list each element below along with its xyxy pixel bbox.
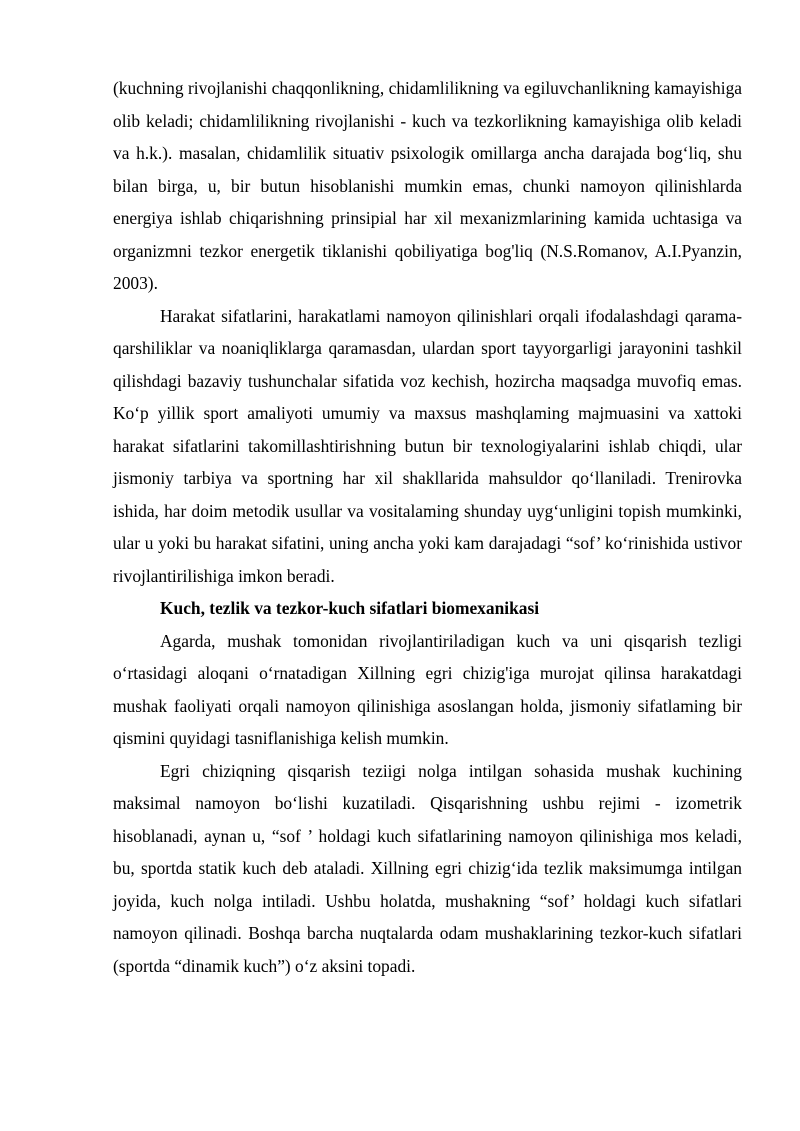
section-heading: Kuch, tezlik va tezkor-kuch sifatlari biomexanikasi [160, 598, 540, 618]
paragraph-3: Agarda, mushak tomonidan rivojlantiriladigan kuch va uni qisqarish tezligi o‘rtasidagi aloqani o‘rnatadigan Xillning egri chizig'iga murojat qilinsa harakatdagi mushak faoliyati orqali namoyon qilinishiga asoslangan holda, jismoniy sifatlaming bir qismini quyidagi tasniflanishiga kelish mumkin. [113, 630, 742, 748]
paragraph-1: (kuchning rivojlanishi chaqqonlikning, chidamlilikning va egiluvchanlikning kamayishiga olib keladi; chidamlilikning rivojlanishi - kuch va tezkorlikning kamayishiga olib keladi va h.k.). masalan, chidamlilik situativ psixologik omillarga ancha darajada bog‘liq, shu bilan birga, u, bir butun hisoblanishi mumkin emas, chunki namoyon qilinishlarda energiya ishlab chiqarishning prinsipial har xil mexanizmlarining kamida uchtasiga va organizmni tezkor energetik tiklanishi qobiliyatiga bog'liq (N.S.Romanov, A.I.Pyanzin, 2003). [113, 78, 742, 293]
paragraph-2: Harakat sifatlarini, harakatlami namoyon qilinishlari orqali ifodalashdagi qarama-qarshiliklar va noaniqliklarga qaramasdan, ulardan sport tayyorgarligi jarayonini tashkil qilishdagi bazaviy tushunchalar sifatida voz kechish, hozircha maqsadga muvofiq emas. Ko‘p yillik sport amaliyoti umumiy va maxsus mashqlaming majmuasini va xattoki harakat sifatlarini takomillashtirishning butun bir texnologiyalarini ishlab chiqdi, ular jismoniy tarbiya va sportning har xil shakllarida mahsuldor qo‘llaniladi. Trenirovka ishida, har doim metodik usullar va vositalaming shunday uyg‘unligini topish mumkinki, ular u yoki bu harakat sifatini, uning ancha yoki kam darajadagi “sof’ ko‘rinishida ustivor rivojlantirilishiga imkon beradi. [113, 305, 742, 586]
paragraph-4: Egri chiziqning qisqarish teziigi nolga intilgan sohasida mushak kuchining maksimal namoyon bo‘lishi kuzatiladi. Qisqarishning ushbu rejimi - izometrik hisoblanadi, aynan u, “sof ’ holdagi kuch sifatlarining namoyon qilinishiga mos keladi, bu, sportda statik kuch deb ataladi. Xillning egri chizig‘ida tezlik maksimumga intilgan joyida, kuch nolga intiladi. Ushbu holatda, mushakning “sof’ holdagi kuch sifatlari namoyon qilinadi. Boshqa barcha nuqtalarda odam mushaklarining tezkor-kuch sifatlari (sportda “dinamik kuch”) o‘z aksini topadi. [113, 760, 742, 976]
document-page [113, 72, 742, 982]
